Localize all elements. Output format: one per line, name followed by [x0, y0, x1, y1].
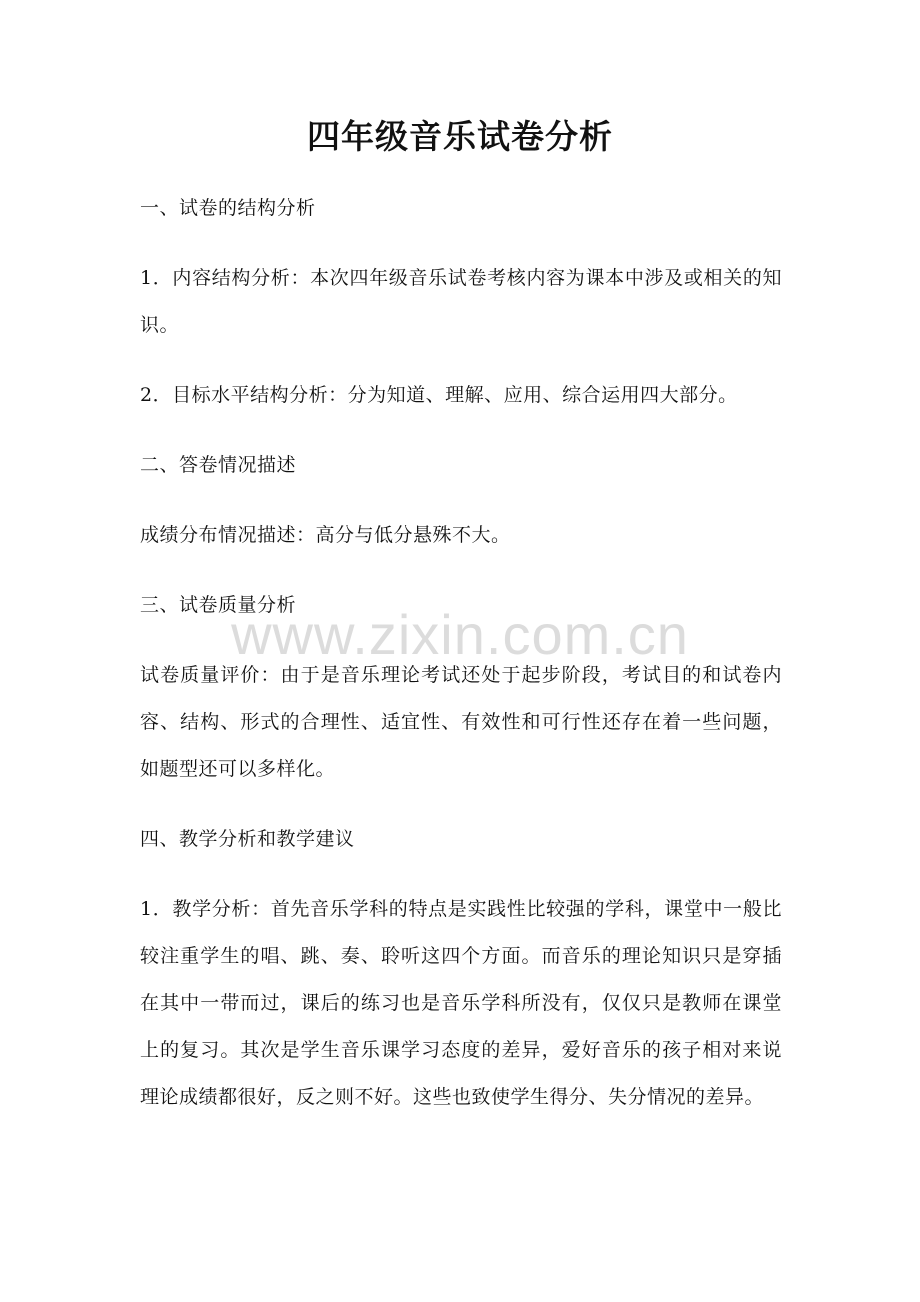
section-heading-structure: 一、试卷的结构分析: [140, 197, 316, 219]
paragraph-teaching-analysis: 1．教学分析：首先音乐学科的特点是实践性比较强的学科，课堂中一般比较注重学生的唱、跳、奏、聆听这四个方面。而音乐的理论知识只是穿插在其中一带而过，课后的练习也是音乐学科所没有，仅仅只是教师在课堂上的复习。其次是学生音乐课学习态度的差异，爱好音乐的孩子相对来说理论成绩都很好，反之则不好。这些也致使学生得分、失分情况的差异。: [140, 898, 782, 1108]
paragraph-score-distribution: 成绩分布情况描述：高分与低分悬殊不大。: [140, 524, 511, 546]
watermark-text: www.zixin.com.cn: [231, 603, 689, 666]
section-heading-answers: 二、答卷情况描述: [140, 454, 297, 476]
section-heading-teaching: 四、教学分析和教学建议: [140, 828, 355, 850]
paragraph-content-structure: 1．内容结构分析：本次四年级音乐试卷考核内容为课本中涉及或相关的知识。: [140, 267, 782, 336]
paragraph-target-structure: 2．目标水平结构分析：分为知道、理解、应用、综合运用四大部分。: [140, 384, 738, 406]
paragraph-quality-evaluation: 试卷质量评价：由于是音乐理论考试还处于起步阶段，考试目的和试卷内容、结构、形式的合理性、适宜性、有效性和可行性还存在着一些问题，如题型还可以多样化。: [140, 664, 782, 780]
document-title: 四年级音乐试卷分析: [307, 117, 613, 156]
section-heading-quality: 三、试卷质量分析: [140, 594, 297, 616]
